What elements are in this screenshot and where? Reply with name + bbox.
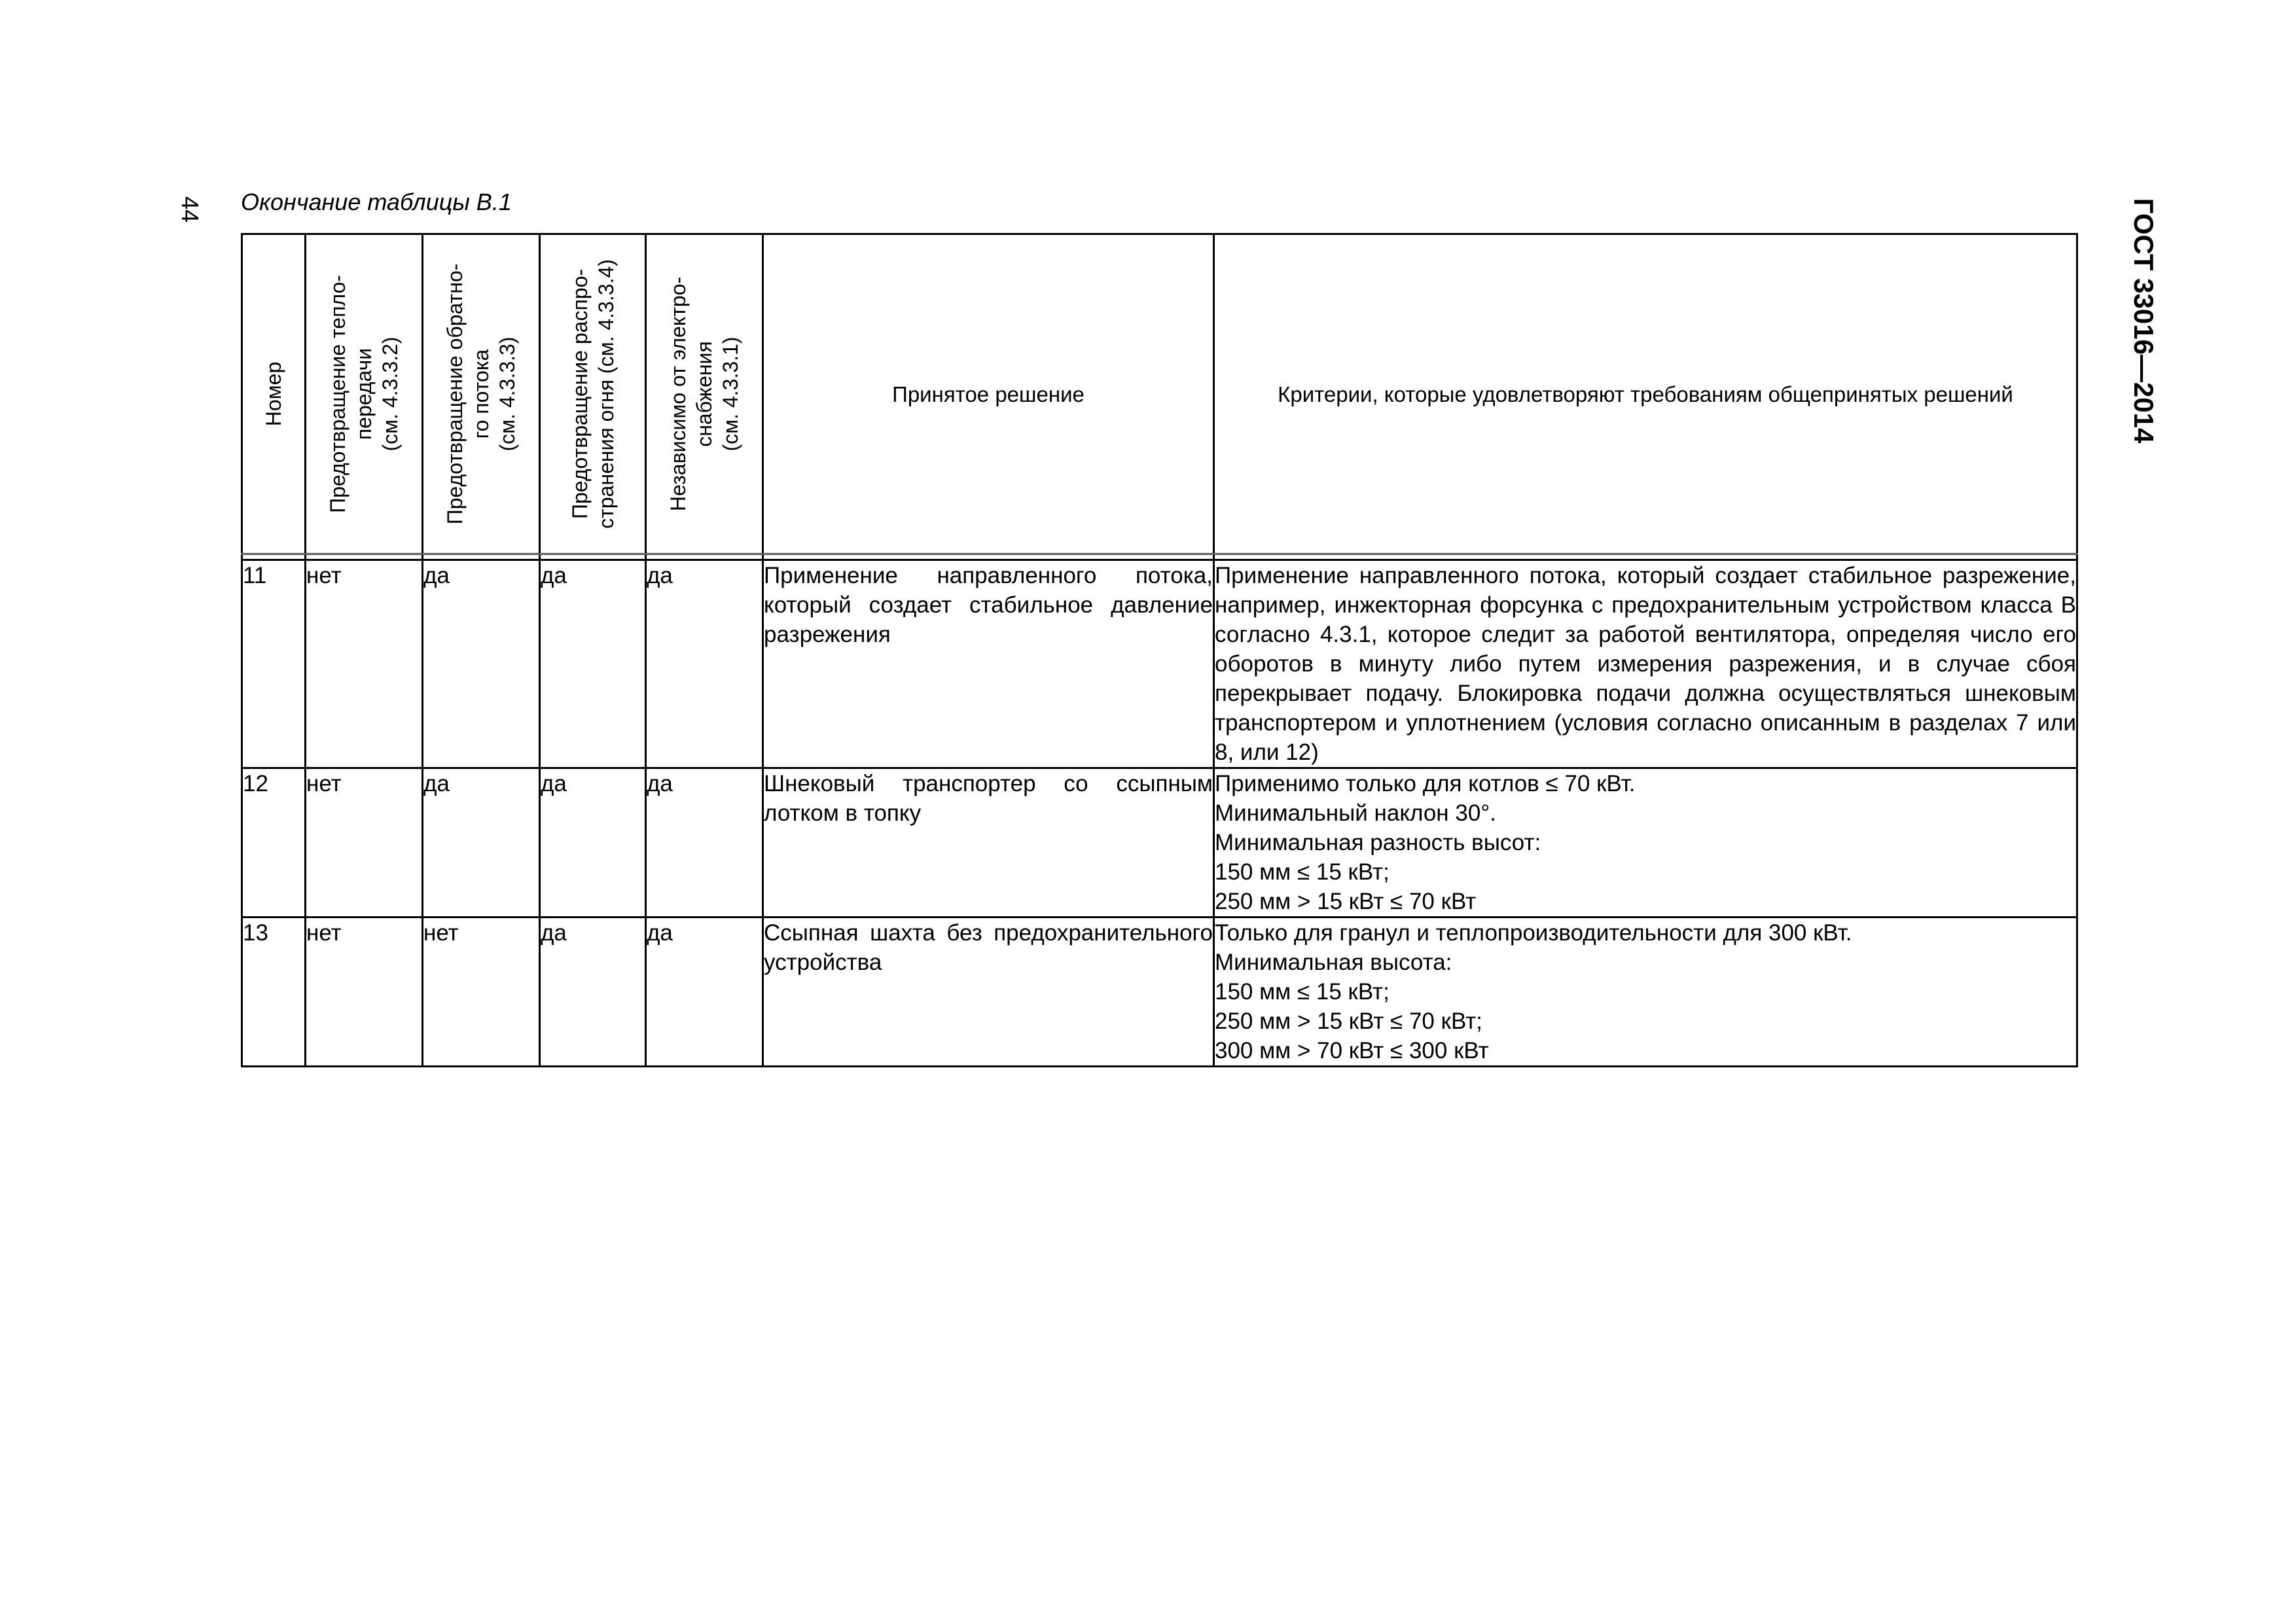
- criteria-line: Минимальная высота:: [1215, 950, 1452, 975]
- header-power-independent: [646, 234, 763, 554]
- header-fire-spread-line: странения огня (см. 4.3.3.4): [594, 259, 618, 529]
- criteria-line: Только для гранул и теплопроизводительности для 300 кВт.: [1215, 920, 1852, 946]
- cell-number: 13: [242, 918, 306, 1067]
- table-body: [242, 554, 2077, 1067]
- cell-number: 11: [242, 560, 306, 768]
- header-number-line: Номер: [262, 361, 285, 427]
- criteria-line: 250 мм > 15 кВт ≤ 70 кВт: [1215, 889, 1477, 914]
- cell-backflow: нет: [423, 918, 540, 1067]
- header-row: [242, 234, 2077, 554]
- table-row: [242, 768, 2077, 918]
- cell-power-independent: да: [646, 768, 763, 918]
- cell-criteria: [1214, 768, 2077, 918]
- header-separator: [242, 554, 2077, 560]
- cell-number: 12: [242, 768, 306, 918]
- header-backflow: [423, 234, 540, 554]
- header-heat-transfer-line: Предотвращение тепло-: [326, 275, 350, 513]
- header-heat-transfer-line: (см. 4.3.3.2): [378, 336, 402, 452]
- header-heat-transfer-line: передачи: [352, 348, 376, 440]
- header-solution: Принятое решение: [763, 234, 1214, 554]
- document-code: ГОСТ 33016—2014: [2128, 198, 2159, 444]
- cell-power-independent: да: [646, 918, 763, 1067]
- cell-criteria: [1214, 560, 2077, 768]
- criteria-line: 250 мм > 15 кВт ≤ 70 кВт;: [1215, 1008, 1482, 1034]
- header-criteria: Критерии, которые удовлетворяют требованиям общепринятых решений: [1214, 234, 2077, 554]
- header-backflow-line: Предотвращение обратно-: [443, 263, 467, 525]
- criteria-line: 150 мм ≤ 15 кВт;: [1215, 979, 1390, 1005]
- cell-heat-transfer: нет: [306, 768, 423, 918]
- header-heat-transfer: [306, 234, 423, 554]
- table-row: [242, 560, 2077, 768]
- separator-cell: [763, 554, 1214, 560]
- cell-solution: Применение направленного потока, который создает стабильное давление разрежения: [763, 560, 1214, 768]
- table-caption: Окончание таблицы В.1: [241, 188, 512, 215]
- cell-fire-spread: да: [540, 768, 646, 918]
- cell-solution: Ссыпная шахта без предохранительного устройства: [763, 918, 1214, 1067]
- header-fire-spread: [540, 234, 646, 554]
- table-header: [242, 234, 2077, 554]
- cell-backflow: да: [423, 768, 540, 918]
- criteria-line: Минимальный наклон 30°.: [1215, 800, 1497, 826]
- criteria-line: 300 мм > 70 кВт ≤ 300 кВт: [1215, 1038, 1489, 1063]
- header-backflow-line: го потока: [469, 349, 493, 439]
- cell-solution: Шнековый транспортер со ссыпным лотком в топку: [763, 768, 1214, 918]
- header-backflow-line: (см. 4.3.3.3): [495, 336, 519, 452]
- header-fire-spread-line: Предотвращение распро-: [567, 268, 592, 520]
- cell-criteria: [1214, 918, 2077, 1067]
- cell-power-independent: да: [646, 560, 763, 768]
- separator-cell: [1214, 554, 2077, 560]
- cell-fire-spread: да: [540, 560, 646, 768]
- header-power-independent-line: Независимо от электро-: [666, 276, 690, 512]
- separator-cell: [306, 554, 423, 560]
- cell-fire-spread: да: [540, 918, 646, 1067]
- criteria-table: [241, 233, 2078, 1067]
- separator-cell: [423, 554, 540, 560]
- header-number: [242, 234, 306, 554]
- separator-cell: [646, 554, 763, 560]
- header-power-independent-line: снабжения: [692, 341, 716, 447]
- header-power-independent-line: (см. 4.3.3.1): [719, 336, 742, 452]
- page-number: 44: [177, 196, 204, 223]
- criteria-line: Применение направленного потока, который создает стабильное разрежение, например, инжекторная форсунка с предохранительным устройством класса В согласно 4.3.1, которое следит за работой вентилятора, определяя число его оборотов в минуту либо путем измерения разрежения, и в случае сбоя перекрывает подачу. Блокировка подачи должна осуществляться шнековым транспортером и уплотнением (условия согласно описанным в разделах 7 или 8, или 12): [1215, 563, 2076, 765]
- table-row: [242, 918, 2077, 1067]
- separator-cell: [540, 554, 646, 560]
- cell-heat-transfer: нет: [306, 560, 423, 768]
- cell-heat-transfer: нет: [306, 918, 423, 1067]
- criteria-line: 150 мм ≤ 15 кВт;: [1215, 859, 1390, 885]
- cell-backflow: да: [423, 560, 540, 768]
- separator-cell: [242, 554, 306, 560]
- criteria-line: Применимо только для котлов ≤ 70 кВт.: [1215, 771, 1636, 796]
- criteria-line: Минимальная разность высот:: [1215, 830, 1541, 855]
